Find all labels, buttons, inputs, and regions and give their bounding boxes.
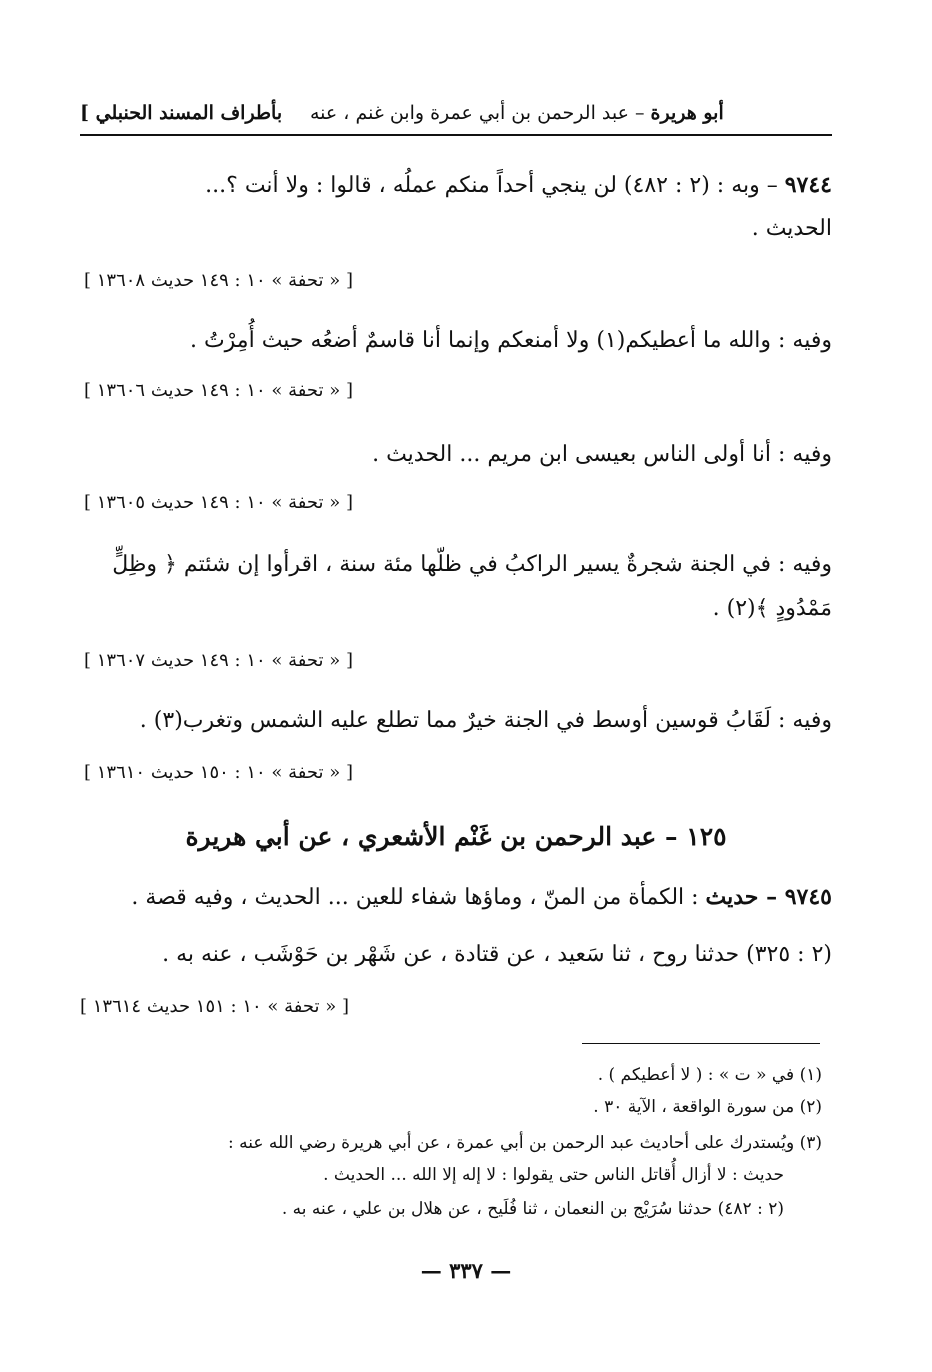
running-header <box>80 96 832 132</box>
header-center-bold: أبو هريرة <box>650 102 724 124</box>
footnote-1: (١) في « ت » : ( لا أعطيكم ) . <box>597 1065 822 1085</box>
sub4-text: وفيه : لَقَابُ قوسين أوسط في الجنة خيرٌ مما تطلع عليه الشمس وتغرب(٣) . <box>139 708 832 733</box>
entry-9745-text: : الكمأة من المنّ ، وماؤها شفاء للعين ... الحديث ، وفيه قصة . <box>131 885 706 910</box>
entry-9745-number: ٩٧٤٥ <box>784 884 832 910</box>
entry-9744-text: – وبه : (٢ : ٤٨٢) لن ينجي أحداً منكم عملُه ، قالوا : ولا أنت ؟... <box>205 173 785 198</box>
section-heading-125: ١٢٥ – عبد الرحمن بن غَنْم الأشعري ، عن أبي هريرة <box>185 822 727 851</box>
header-left: بأطراف المسند الحنبلي ] <box>80 102 283 124</box>
sub3-line2: مَمْدُودٍ ﴾(٢) . <box>712 596 832 621</box>
header-rule <box>80 134 832 136</box>
page-number: — ٣٣٧ — <box>420 1258 512 1283</box>
entry-9744-line1 <box>80 170 832 201</box>
footnote-3-line2: حديث : لا أزال أُقاتل الناس حتى يقولوا : لا إله إلا الله ... الحديث . <box>323 1165 784 1185</box>
sub1-ref: [ « تحفة » ١٠ : ١٤٩ حديث ١٣٦٠٦ ] <box>84 380 353 401</box>
header-center <box>310 102 724 124</box>
sub3-line1: وفيه : في الجنة شجرةٌ يسير الراكبُ في ظلّها مئة سنة ، اقرأوا إن شئتم ﴿ وظِلٍّ <box>112 552 832 577</box>
entry-9744-number: ٩٧٤٤ <box>784 172 832 198</box>
entry-9745-ref: [ « تحفة » ١٠ : ١٥١ حديث ١٣٦١٤ ] <box>80 996 349 1017</box>
footnote-3-line3: (٢ : ٤٨٢) حدثنا سُرَيْج بن النعمان ، ثنا فُلَيح ، عن هلال بن علي ، عنه به . <box>281 1199 784 1219</box>
footnote-2: (٢) من سورة الواقعة ، الآية ٣٠ . <box>593 1097 822 1117</box>
entry-9745-line2: (٢ : ٣٢٥) حدثنا روح ، ثنا سَعيد ، عن قتادة ، عن شَهْر بن حَوْشَب ، عنه به . <box>162 942 832 967</box>
footnote-rule <box>582 1043 820 1044</box>
sub2-ref: [ « تحفة » ١٠ : ١٤٩ حديث ١٣٦٠٥ ] <box>84 492 353 513</box>
header-center-rest: – عبد الرحمن بن أبي عمرة وابن غنم ، عنه <box>310 102 651 124</box>
footnote-3: (٣) ويُستدرك على أحاديث عبد الرحمن بن أبي عمرة ، عن أبي هريرة رضي الله عنه : <box>227 1133 822 1153</box>
sub2-text: وفيه : أنا أولى الناس بعيسى ابن مريم ... الحديث . <box>372 442 832 467</box>
entry-9745-hadith-label: – حديث <box>705 884 785 910</box>
sub4-ref: [ « تحفة » ١٠ : ١٥٠ حديث ١٣٦١٠ ] <box>84 762 353 783</box>
entry-9744-line2: الحديث . <box>751 216 832 241</box>
entry-9745-line1 <box>80 882 832 913</box>
sub3-ref: [ « تحفة » ١٠ : ١٤٩ حديث ١٣٦٠٧ ] <box>84 650 353 671</box>
sub1-text: وفيه : والله ما أعطيكم(١) ولا أمنعكم وإنما أنا قاسمٌ أضعُه حيث أُمِرْتُ . <box>189 328 832 353</box>
entry-9744-ref: [ « تحفة » ١٠ : ١٤٩ حديث ١٣٦٠٨ ] <box>84 270 353 291</box>
